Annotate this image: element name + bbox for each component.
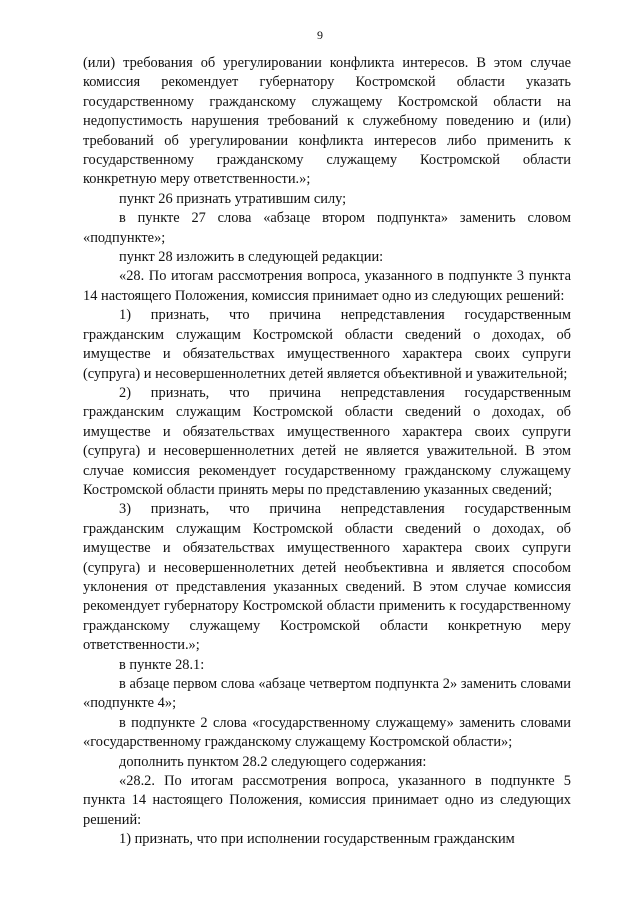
paragraph-continuation: (или) требования об урегулировании конфликта интересов. В этом случае комиссия рекомендует губернатору Костромской области указать государственному гражданскому служащему Костромской области на недопустимость нарушения требований к служебному поведению и (или) требований об урегулировании конфликта интересов либо применить к государственному гражданскому служащему Костромской области конкретную меру ответственности.»;	[83, 55, 571, 188]
paragraph-item-28-sub-3: 3) признать, что причина непредставления государственным гражданским служащим Костромской области сведений о доходах, об имуществе и обязательствах имущественного характера своих супруги (супруга) и несовершеннолетних детей необъективна и является способом уклонения от представления указанных сведений. В этом случае комиссия рекомендует губернатору Костромской области применить к государственному гражданскому служащему Костромской области конкретную меру ответственности.»;	[83, 501, 571, 654]
paragraph-item-27: в пункте 27 слова «абзаце втором подпункта» заменить словом «подпункте»;	[83, 210, 571, 246]
document-body	[83, 54, 571, 850]
paragraph-item-28-intro: пункт 28 изложить в следующей редакции:	[119, 249, 384, 266]
paragraph-item-28-2: «28.2. По итогам рассмотрения вопроса, указанного в подпункте 5 пункта 14 настоящего Положения, комиссия принимает одно из следующих решений:	[83, 773, 571, 828]
paragraph-item-28-1: в пункте 28.1:	[119, 656, 205, 673]
page-number: 9	[317, 28, 323, 42]
paragraph-item-28-1-abzac-1: в абзаце первом слова «абзаце четвертом подпункта 2» заменить словами «подпункте 4»;	[83, 676, 571, 712]
paragraph-item-28: «28. По итогам рассмотрения вопроса, указанного в подпункте 3 пункта 14 настоящего Положения, комиссия принимает одно из следующих решений:	[83, 268, 571, 304]
paragraph-item-28-sub-1: 1) признать, что причина непредставления государственным гражданским служащим Костромской области сведений о доходах, об имуществе и обязательствах имущественного характера своих супруги (супруга) и несовершеннолетних детей является объективной и уважительной;	[83, 307, 571, 382]
paragraph-item-28-2-sub-1: 1) признать, что при исполнении государственным гражданским	[119, 831, 515, 848]
paragraph-item-28-2-intro: дополнить пунктом 28.2 следующего содержания:	[119, 753, 427, 770]
paragraph-item-28-sub-2: 2) признать, что причина непредставления государственным гражданским служащим Костромской области сведений о доходах, об имуществе и обязательствах имущественного характера своих супруги (супруга) и несовершеннолетних детей не является уважительной. В этом случае комиссия рекомендует государственному гражданскому служащему Костромской области принять меры по представлению указанных сведений;	[83, 384, 571, 498]
paragraph-item-26: пункт 26 признать утратившим силу;	[119, 190, 347, 207]
paragraph-item-28-1-sub-2: в подпункте 2 слова «государственному служащему» заменить словами «государственному гражданскому служащему Костромской области»;	[83, 714, 571, 751]
